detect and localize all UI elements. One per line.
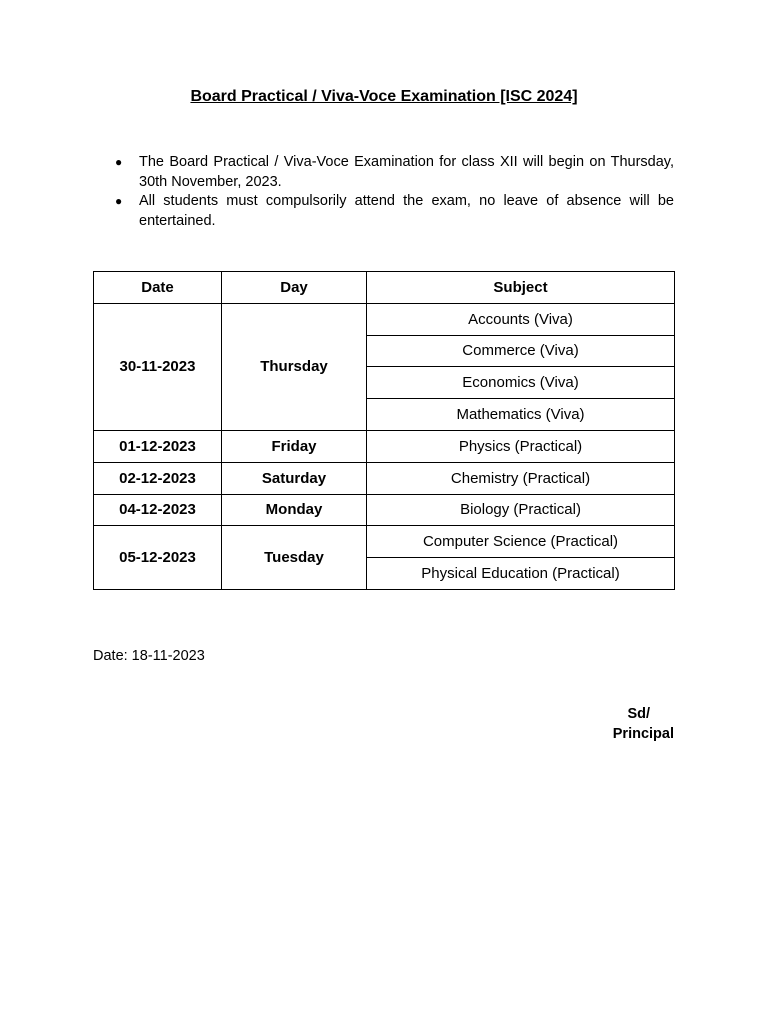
- cell-day: Thursday: [222, 303, 367, 430]
- cell-date: 30-11-2023: [94, 303, 222, 430]
- signature-sd: Sd/: [627, 706, 650, 722]
- cell-day: Saturday: [222, 462, 367, 494]
- cell-subject: Physical Education (Practical): [367, 558, 675, 590]
- cell-date: 01-12-2023: [94, 430, 222, 462]
- cell-day: Friday: [222, 430, 367, 462]
- table-row: [94, 494, 675, 526]
- cell-subject: Chemistry (Practical): [367, 462, 675, 494]
- signature-role: Principal: [612, 726, 674, 742]
- list-item: [115, 192, 674, 231]
- signature-block: [613, 704, 674, 744]
- notice-text: All students must compulsorily attend the exam, no leave of absence will be entertained.: [139, 193, 674, 229]
- cell-date: 02-12-2023: [94, 462, 222, 494]
- exam-schedule-table: [93, 271, 675, 590]
- bullet-icon: ●: [115, 155, 123, 169]
- notice-text: The Board Practical / Viva-Voce Examination for class XII will begin on Thursday, 30th November, 2023.: [139, 154, 674, 190]
- cell-subject: Commerce (Viva): [367, 335, 675, 367]
- list-item: [115, 153, 674, 192]
- header-date: Date: [94, 272, 222, 304]
- table-row: [94, 303, 675, 335]
- page-title: Board Practical / Viva-Voce Examination [ISC 2024]: [190, 88, 578, 105]
- header-day: Day: [222, 272, 367, 304]
- cell-subject: Accounts (Viva): [367, 303, 675, 335]
- header-subject: Subject: [367, 272, 675, 304]
- cell-date: 04-12-2023: [94, 494, 222, 526]
- cell-day: Tuesday: [222, 526, 367, 590]
- table-row: [94, 462, 675, 494]
- cell-subject: Mathematics (Viva): [367, 399, 675, 431]
- table-row: [94, 526, 675, 558]
- bullet-icon: ●: [115, 194, 123, 208]
- notice-list: [115, 153, 674, 231]
- table-header-row: [94, 272, 675, 304]
- cell-subject: Biology (Practical): [367, 494, 675, 526]
- cell-day: Monday: [222, 494, 367, 526]
- cell-date: 05-12-2023: [94, 526, 222, 590]
- cell-subject: Physics (Practical): [367, 430, 675, 462]
- cell-subject: Economics (Viva): [367, 367, 675, 399]
- table-row: [94, 430, 675, 462]
- cell-subject: Computer Science (Practical): [367, 526, 675, 558]
- issue-date: Date: 18-11-2023: [93, 648, 205, 664]
